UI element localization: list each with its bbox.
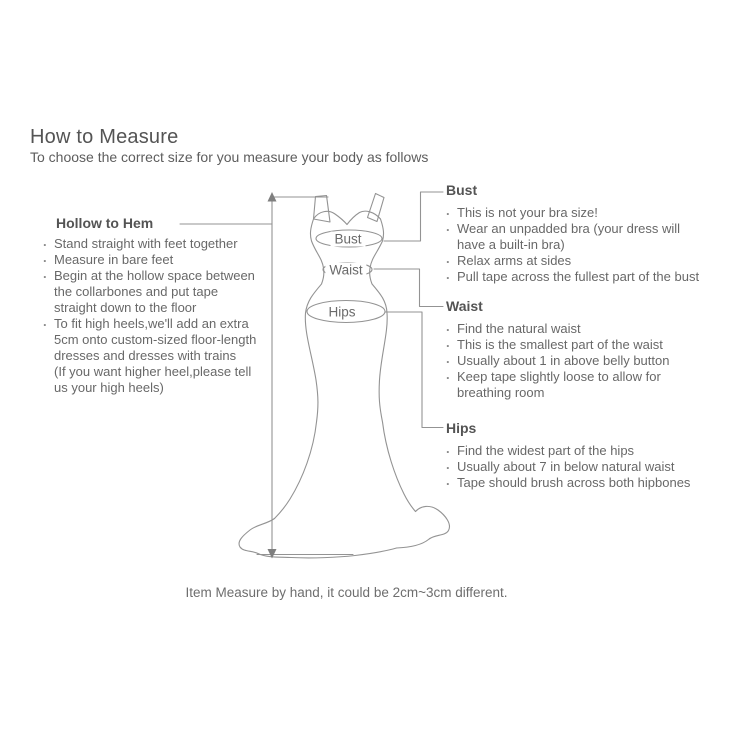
dress-right-strap: [368, 194, 385, 222]
section-hollow-to-hem: [43, 214, 273, 396]
bullet-dot: .: [43, 234, 47, 249]
dress-label-hips: Hips: [324, 304, 359, 319]
list-item: . Stand straight with feet together: [43, 234, 238, 251]
list-item-continuation: have a built-in bra): [457, 237, 565, 252]
bullet-dot: .: [43, 250, 47, 265]
list-item: . This is not your bra size!: [446, 203, 598, 220]
bullet-dot: .: [43, 314, 47, 329]
list-item: . Keep tape slightly loose to allow for: [446, 367, 661, 384]
section-title-bust: Bust: [446, 182, 478, 198]
bullet-dot: .: [446, 251, 450, 266]
list-item-continuation: 5cm onto custom-sized floor-length: [54, 332, 257, 347]
bullet-dot: .: [446, 473, 450, 488]
page-subtitle: To choose the correct size for you measure your body as follows: [30, 149, 429, 165]
list-item-continuation: straight down to the floor: [54, 300, 197, 315]
bullet-dot: .: [446, 457, 450, 472]
section-title-hips: Hips: [446, 420, 477, 436]
section-bust: [446, 181, 746, 285]
bullet-dot: .: [446, 441, 450, 456]
dress-train-right: [397, 506, 450, 548]
section-waist: [446, 297, 746, 401]
list-item: . Relax arms at sides: [446, 251, 572, 268]
dress-label-waist: Waist: [325, 263, 366, 278]
list-item: . This is the smallest part of the waist: [446, 335, 663, 352]
list-item: . Find the widest part of the hips: [446, 441, 635, 458]
dress-train-left-hem: [239, 519, 396, 558]
measure-disclaimer: Item Measure by hand, it could be 2cm~3cm different.: [185, 585, 508, 600]
list-item: . Pull tape across the fullest part of the bust: [446, 267, 700, 284]
bullet-dot: .: [446, 203, 450, 218]
list-item: . Begin at the hollow space between: [43, 266, 255, 283]
bullet-dot: .: [446, 219, 450, 234]
list-item: . Tape should brush across both hipbones: [446, 473, 691, 490]
dress-left-strap: [314, 196, 331, 223]
section-title-hollow-to-hem: Hollow to Hem: [56, 215, 154, 231]
dress-label-bust: Bust: [330, 232, 365, 247]
list-item-continuation: dresses and dresses with trains: [54, 348, 237, 363]
dress-left-side: [275, 219, 324, 519]
bullet-dot: .: [43, 266, 47, 281]
list-item: . Find the natural waist: [446, 319, 581, 336]
list-item-continuation: breathing room: [457, 385, 545, 400]
bust-bracket-line: [384, 192, 443, 241]
bullet-dot: .: [446, 267, 450, 282]
list-item: . Usually about 7 in below natural waist: [446, 457, 675, 474]
bullet-dot: .: [446, 351, 450, 366]
dress-neckline: [314, 211, 381, 224]
list-item: . Wear an unpadded bra (your dress will: [446, 219, 681, 236]
bullet-dot: .: [446, 367, 450, 382]
hips-bracket-line: [385, 312, 443, 428]
section-title-waist: Waist: [446, 298, 483, 314]
dress-right-side: [370, 219, 416, 512]
bullet-dot: .: [446, 319, 450, 334]
list-item: . Usually about 1 in above belly button: [446, 351, 670, 368]
list-item: . To fit high heels,we'll add an extra: [43, 314, 249, 331]
list-item-continuation: (If you want higher heel,please tell: [54, 364, 252, 379]
list-item-continuation: the collarbones and put tape: [54, 284, 219, 299]
bullet-dot: .: [446, 335, 450, 350]
page-title: How to Measure: [30, 126, 179, 148]
list-item: . Measure in bare feet: [43, 250, 174, 267]
list-item-continuation: us your high heels): [54, 380, 164, 395]
section-hips: [446, 419, 756, 491]
